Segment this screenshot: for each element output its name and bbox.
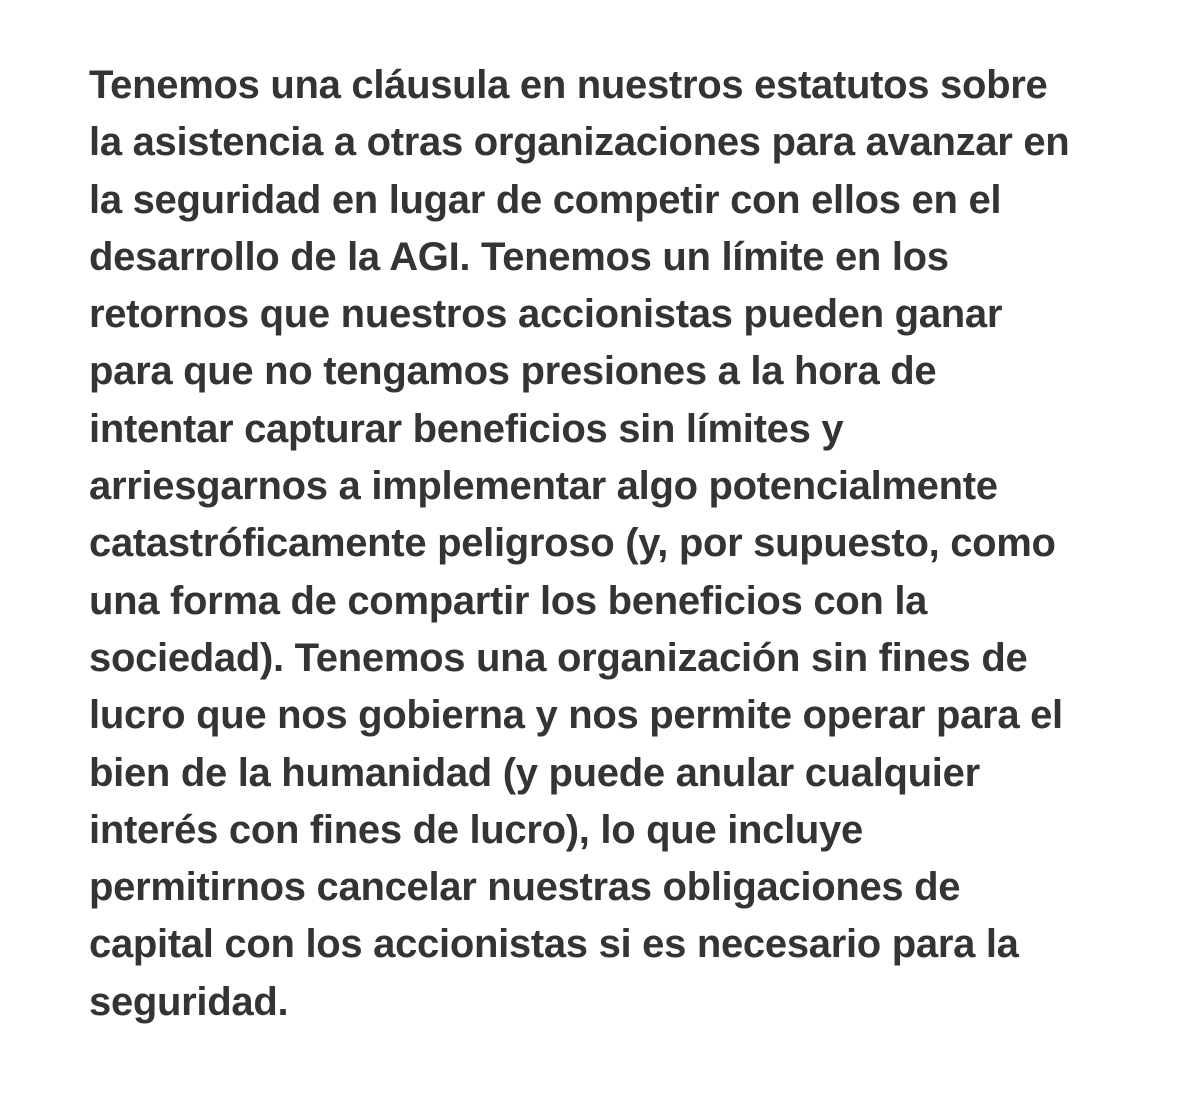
paragraph-line: seguridad. — [89, 979, 289, 1024]
paragraph-line: capital con los accionistas si es necesario para la — [89, 922, 1019, 967]
paragraph-line: la seguridad en lugar de competir con ellos en el — [89, 177, 1002, 222]
paragraph-line: interés con fines de lucro), lo que incluye — [89, 807, 863, 852]
paragraph-line: catastróficamente peligroso (y, por supuesto, como — [89, 521, 1056, 566]
paragraph-line: una forma de compartir los beneficios con la — [89, 578, 928, 623]
paragraph-line: lucro que nos gobierna y nos permite operar para el — [89, 693, 1063, 738]
paragraph-line: Tenemos una cláusula en nuestros estatutos sobre — [89, 63, 1048, 107]
paragraph-line: arriesgarnos a implementar algo potencialmente — [89, 464, 998, 509]
paragraph-line: la asistencia a otras organizaciones para avanzar en — [89, 120, 1070, 165]
paragraph-line: para que no tengamos presiones a la hora de — [89, 349, 937, 394]
paragraph-line: intentar capturar beneficios sin límites y — [89, 406, 844, 451]
paragraph-line: bien de la humanidad (y puede anular cualquier — [89, 750, 980, 795]
paragraph-line: desarrollo de la AGI. Tenemos un límite en los — [89, 234, 949, 279]
paragraph-line: permitirnos cancelar nuestras obligaciones de — [89, 865, 961, 910]
paragraph-line: retornos que nuestros accionistas pueden ganar — [89, 292, 1003, 337]
body-paragraph — [89, 57, 1149, 1031]
paragraph-line: sociedad). Tenemos una organización sin fines de — [89, 635, 1028, 680]
